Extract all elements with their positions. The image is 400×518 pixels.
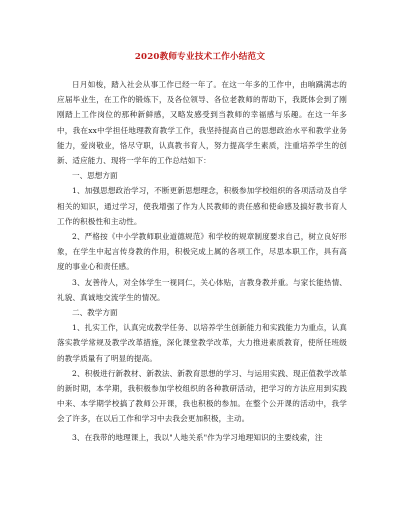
teaching-item-2: 2、积极进行新教材、新教法、新教育思想的学习、与运用实践、现正值教学改革的新时期，本学期，我积极参加学校组织的各种教研活动，把学习的方法应用到实践中来、本学期学校搞了教师公开课，我也积极的参加。在整个公开课的活动中，我学会了许多，在以后工作和学习中去我会更加积极，主动。: [57, 368, 347, 424]
intro-paragraph: 日月如梭，踏入社会从事工作已经一年了。在这一年多的工作中，由晌蹒满志的应届毕业生，在工作的锻炼下，及各位领导、各位老教师的帮助下，我既体会到了刚刚踏上工作岗位的那种新鲜感，又略发感受到当教师的幸福感与乐趣。在这一年多中，我在xx中学担任地理教育教学工作，我坚持提高自己的思想政治水平和教学业务能力，爱岗敬业，恪尽守职，认真教书育人，努力提高学生素质，注重培养学生的创新、适应能力、现将一学年的工作总结如下：: [57, 80, 347, 166]
teaching-item-3: 3、在我带的地理课上，我以"人地关系"作为学习地理知识的主要线索，注: [72, 432, 323, 442]
document-title: 2020教师专业技术工作小结范文: [134, 52, 266, 62]
thought-item-2: 2、严格按《中小学教师职业道德规范》和学校的规章制度要求自己，树立良好形象，在学生中起言传身教的作用，积极完成上属的各项工作，尽思本职工作，具有高度的事业心和责任感。: [57, 232, 347, 272]
thought-item-3: 3、友善待人，对全体学生一视同仁，关心体贴，言教身教并重。与家长能热情、礼貌、真诚地交流学生的情况。: [57, 277, 347, 302]
thought-item-1: 1、加强思想政治学习，不断更新思想理念，积极参加学校组织的各项活动及自学相关的知识，通过学习，使我增强了作为人民教师的责任感和使命感及搞好教书育人工作的积极性和主动性。: [57, 186, 347, 226]
section-heading-teaching: 二、教学方面: [72, 308, 118, 318]
document-body: [57, 77, 347, 445]
section-heading-thought: 一、思想方面: [72, 171, 118, 181]
teaching-item-1: 1、扎实工作，认真完成教学任务、以培养学生创新能力和实践能力为重点，认真落实教学常规及教学改革措施，深化课堂教学改革，大力推进素质教育，使所任班级的教学质量有了明显的提高。: [57, 323, 347, 363]
